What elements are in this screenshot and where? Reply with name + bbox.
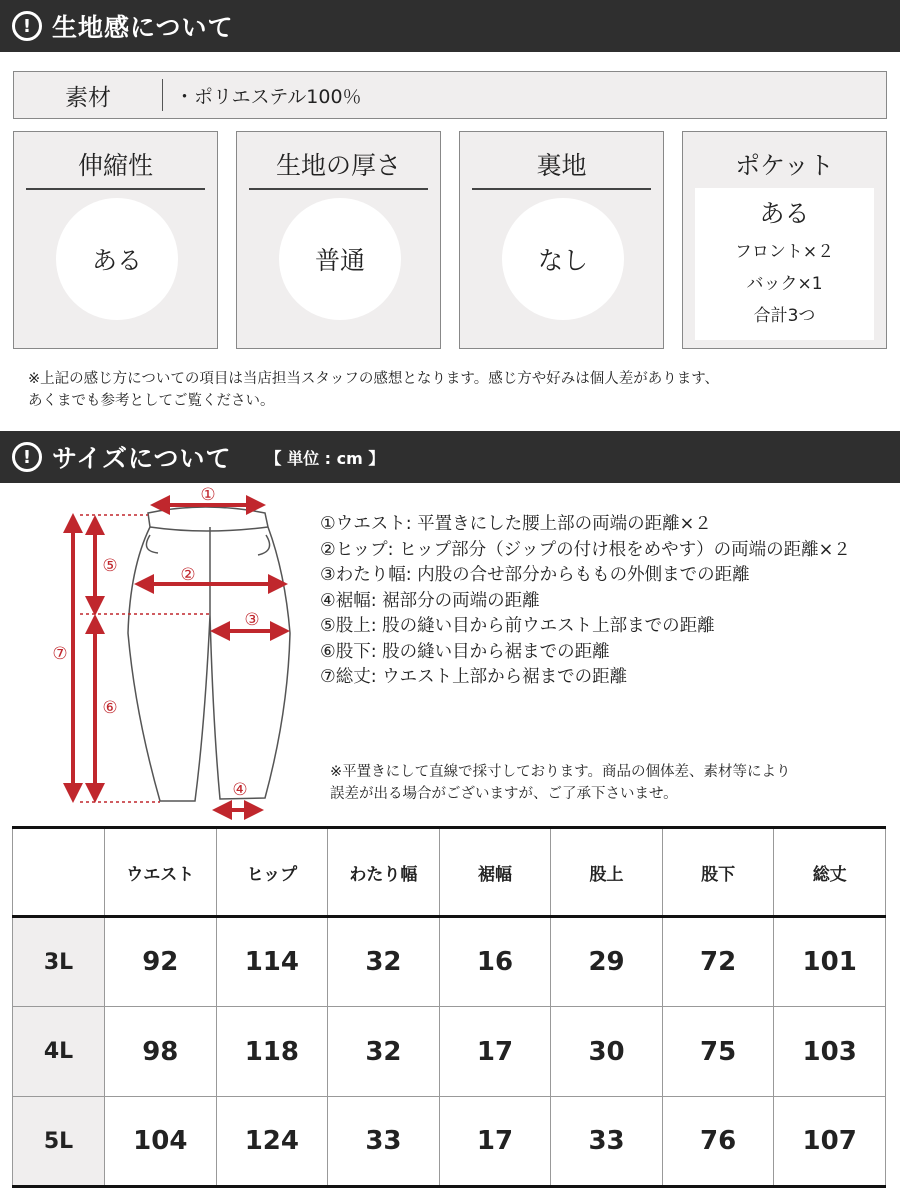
legend-item-thigh: ③わたり幅: 内股の合せ部分からももの外側までの距離 <box>320 565 750 585</box>
lining-value: なし <box>502 198 624 320</box>
header-thigh: わたり幅 <box>328 828 440 917</box>
pocket-back: バック×1 <box>746 274 823 294</box>
lining-title: 裏地 <box>472 146 651 190</box>
label-length: ⑦ <box>52 644 68 664</box>
table-cell: 98 <box>105 1007 217 1097</box>
thickness-title: 生地の厚さ <box>249 146 428 190</box>
table-cell: 32 <box>328 1007 440 1097</box>
guide-lines <box>80 515 210 802</box>
label-thigh: ③ <box>244 610 260 630</box>
size-label: 4L <box>13 1007 105 1097</box>
table-cell: 30 <box>551 1007 663 1097</box>
table-cell: 76 <box>662 1097 774 1187</box>
size-table-header-row <box>13 828 886 917</box>
fabric-section-title: 生地感について <box>52 13 234 42</box>
table-cell: 75 <box>662 1007 774 1097</box>
size-table <box>12 826 886 1188</box>
exclamation-circle-icon: ! <box>12 442 42 472</box>
table-cell: 118 <box>216 1007 328 1097</box>
exclamation-circle-icon: ! <box>12 11 42 41</box>
header-corner <box>13 828 105 917</box>
thickness-value: 普通 <box>279 198 401 320</box>
table-row <box>13 917 886 1007</box>
pocket-detail-box <box>695 188 874 340</box>
label-waist: ① <box>200 485 216 505</box>
lining-card <box>459 131 664 349</box>
label-hem: ④ <box>232 780 248 800</box>
header-hip: ヒップ <box>216 828 328 917</box>
size-section-header <box>0 431 900 483</box>
fabric-note <box>28 368 719 412</box>
stretch-card <box>13 131 218 349</box>
pants-outline <box>128 507 290 801</box>
legend-item-rise: ⑤股上: 股の縫い目から前ウエスト上部までの距離 <box>320 616 715 636</box>
table-cell: 33 <box>328 1097 440 1187</box>
unit-label: 【 単位 : cm 】 <box>265 448 385 468</box>
size-label: 3L <box>13 917 105 1007</box>
size-note-line1: ※平置きにして直線で採寸しております。商品の個体差、素材等により <box>330 764 791 780</box>
measurement-legend <box>320 512 851 691</box>
material-value: ・ポリエステル100％ <box>175 85 362 108</box>
table-cell: 101 <box>774 917 886 1007</box>
legend-item-hip: ②ヒップ: ヒップ部分（ジップの付け根をめやす）の両端の距離×２ <box>320 539 851 560</box>
table-cell: 33 <box>551 1097 663 1187</box>
size-note-line2: 誤差が出る場合がございますが、ご了承下さいませ。 <box>330 786 678 802</box>
material-row <box>13 71 887 119</box>
legend-item-inseam: ⑥股下: 股の縫い目から裾までの距離 <box>320 641 610 662</box>
pocket-front: フロント×２ <box>734 242 835 262</box>
header-inseam: 股下 <box>662 828 774 917</box>
header-hem: 裾幅 <box>439 828 551 917</box>
pocket-value: ある <box>759 199 810 228</box>
size-label: 5L <box>13 1097 105 1187</box>
legend-item-waist: ①ウエスト: 平置きにした腰上部の両端の距離×２ <box>320 514 712 534</box>
header-length: 総丈 <box>774 828 886 917</box>
label-hip: ② <box>180 565 196 585</box>
label-rise: ⑤ <box>102 556 118 576</box>
size-note <box>330 761 791 805</box>
label-inseam: ⑥ <box>102 698 118 718</box>
table-cell: 92 <box>105 917 217 1007</box>
measurement-arrows <box>73 505 284 810</box>
table-cell: 17 <box>439 1007 551 1097</box>
table-cell: 16 <box>439 917 551 1007</box>
table-row <box>13 1097 886 1187</box>
table-cell: 17 <box>439 1097 551 1187</box>
header-waist: ウエスト <box>105 828 217 917</box>
size-section-title: サイズについて <box>52 444 232 473</box>
header-rise: 股上 <box>551 828 663 917</box>
pocket-title: ポケット <box>695 146 874 190</box>
fabric-section-header <box>0 0 900 52</box>
fabric-note-line2: あくまでも参考としてご覧ください。 <box>28 393 275 409</box>
legend-item-length: ⑦総丈: ウエスト上部から裾までの距離 <box>320 667 628 687</box>
legend-item-hem: ④裾幅: 裾部分の両端の距離 <box>320 590 540 611</box>
table-cell: 29 <box>551 917 663 1007</box>
table-cell: 72 <box>662 917 774 1007</box>
table-cell: 32 <box>328 917 440 1007</box>
pants-measurement-diagram <box>0 483 310 823</box>
table-cell: 107 <box>774 1097 886 1187</box>
stretch-title: 伸縮性 <box>26 146 205 190</box>
pocket-total: 合計3つ <box>753 306 816 326</box>
table-cell: 104 <box>105 1097 217 1187</box>
table-cell: 103 <box>774 1007 886 1097</box>
table-row <box>13 1007 886 1097</box>
stretch-value: ある <box>56 198 178 320</box>
material-label: 素材 <box>65 84 111 111</box>
table-cell: 124 <box>216 1097 328 1187</box>
table-cell: 114 <box>216 917 328 1007</box>
pocket-card <box>682 131 887 349</box>
thickness-card <box>236 131 441 349</box>
fabric-note-line1: ※上記の感じ方についての項目は当店担当スタッフの感想となります。感じ方や好みは個人差があります、 <box>28 371 720 387</box>
